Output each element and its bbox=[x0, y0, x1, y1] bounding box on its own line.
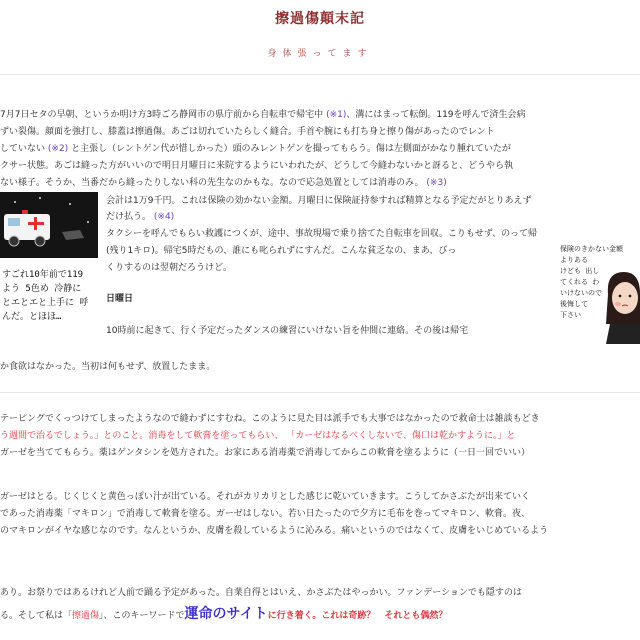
text-line: あり。お祭りではあるけれど人前で踊る予定があった。自業自得とはいえ、かさぶたはやっかい。ファンデーションでも隠すのは bbox=[0, 588, 522, 598]
text-line: (残り1キロ)。帰宅5時だもの、誰にも叱られずにすんだ。こんな貧乏なの、まあ、びっ bbox=[106, 246, 457, 256]
text-line: 7月7日セタの早朝、というか明け方3時ごろ静岡市の県庁前から自転車で帰宅中 (※1)、溝にはまって転倒。119を呼んで済生会病 bbox=[0, 110, 526, 120]
day-heading: 日曜日 bbox=[106, 294, 134, 304]
text-line: であった消毒薬「マキロン」で消毒して軟膏を塗る。ガーゼはしない。若い日たったので夕方に毛布を巻ってマキロン、軟膏。夜、 bbox=[0, 509, 531, 519]
keyword: 擦過傷 bbox=[72, 611, 100, 621]
text-line: クサー状態。あごは縫った方がいいので明日月曜日に来院するようにいわれたが、どうして今縫わないかと訝ると、どうやら執 bbox=[0, 161, 514, 171]
text-line: ガーゼはとる。じくじくと黄色っぽい汁が出ている。それがカリカリとした感じに乾いていきます。こうしてかさぶたが出来ていく bbox=[0, 492, 531, 502]
text-line: か食欲はなかった。当初は何もせず、放置したまま。 bbox=[0, 362, 216, 372]
text-line: ずい裂傷。顔面を強打し、膝蓋は擦過傷。あごは切れていたらしく縫合。手首や腕にも打ち身と擦り傷があったのでレント bbox=[0, 127, 495, 137]
section-divider bbox=[0, 392, 640, 393]
ambulance-illustration bbox=[0, 192, 98, 258]
text-line: う週間で治るでしょう。」とのこと。消毒をして軟膏を塗ってもらい、 「カーゼはなるべくしないで、傷口は乾かすように。」と bbox=[0, 431, 516, 441]
text-line: のマキロンがイヤな感じなのです。なんというか、皮膚を殺しているように沁みる。痛いというのではなくて、皮膚をいじめているよう bbox=[0, 526, 549, 536]
footnote-link[interactable]: (※3) bbox=[426, 178, 447, 188]
text-line: タクシーを呼んでもらい救護につくが、途中、事故現場で乗り捨てた自転車を回収。こりもせず、のって帰 bbox=[106, 229, 538, 239]
text-line: る。そして私は「擦過傷」、このキーワードで運命のサイトに行き着く。これは奇跡？ それとも偶然？ bbox=[0, 606, 448, 622]
blog-subtitle: 身体張ってます bbox=[267, 49, 373, 59]
woman-caption: 保険のきかない金額 よりある けども 出し てくれる わ いけないので 後悔して 下さい bbox=[560, 245, 623, 319]
ambulance-caption: すごれ10年前で119 よう 5色め 冷静に とエとエと上手に 呼 んだ。とほほ… bbox=[2, 270, 89, 322]
footnote-link[interactable]: (※4) bbox=[153, 212, 175, 222]
text-line: 10時前に起きて、行く予定だったダンスの練習にいけない旨を仲間に連絡。その後は帰宅 bbox=[106, 326, 469, 336]
text-line: ない様子。そうか、当番だから縫ったりしない科の先生なのかもな。なので応急処置としては消毒のみ。 (※3) bbox=[0, 178, 447, 188]
text-line: テーピングでくっつけてしまったようなので縫わずにすむね。このように見た目は派手でも大事ではなかったので救命士は雑談もどき bbox=[0, 414, 540, 424]
fate-site-link[interactable]: 運命のサイト bbox=[184, 606, 268, 622]
blog-title[interactable]: 擦過傷顛末記 bbox=[275, 11, 365, 27]
text-line: していない (※2) と主張し（レントゲン代が惜しかった）頭のみレントゲンを撮ってもらう。傷は左側面がかなり腫れていたが bbox=[0, 144, 511, 154]
text-line: 会計は1万9千円。これは保険の効かない金額。月曜日に保険証持参すれば精算となる予定だがとりあえず bbox=[106, 196, 532, 206]
text-line: ガーゼを当ててもらう。薬はゲンタシンを処方された。お家にある消毒薬で消毒してからこの軟膏を塗るように（一日一回でいい） bbox=[0, 448, 531, 458]
footnote-link[interactable]: (※1) bbox=[326, 110, 347, 120]
woman-illustration bbox=[600, 264, 640, 344]
header-divider bbox=[0, 74, 640, 75]
text-line: くりするのは翌朝だろうけど。 bbox=[106, 263, 233, 273]
text-line: だけ払う。 (※4) bbox=[106, 212, 175, 222]
footnote-link[interactable]: (※2) bbox=[47, 144, 69, 154]
